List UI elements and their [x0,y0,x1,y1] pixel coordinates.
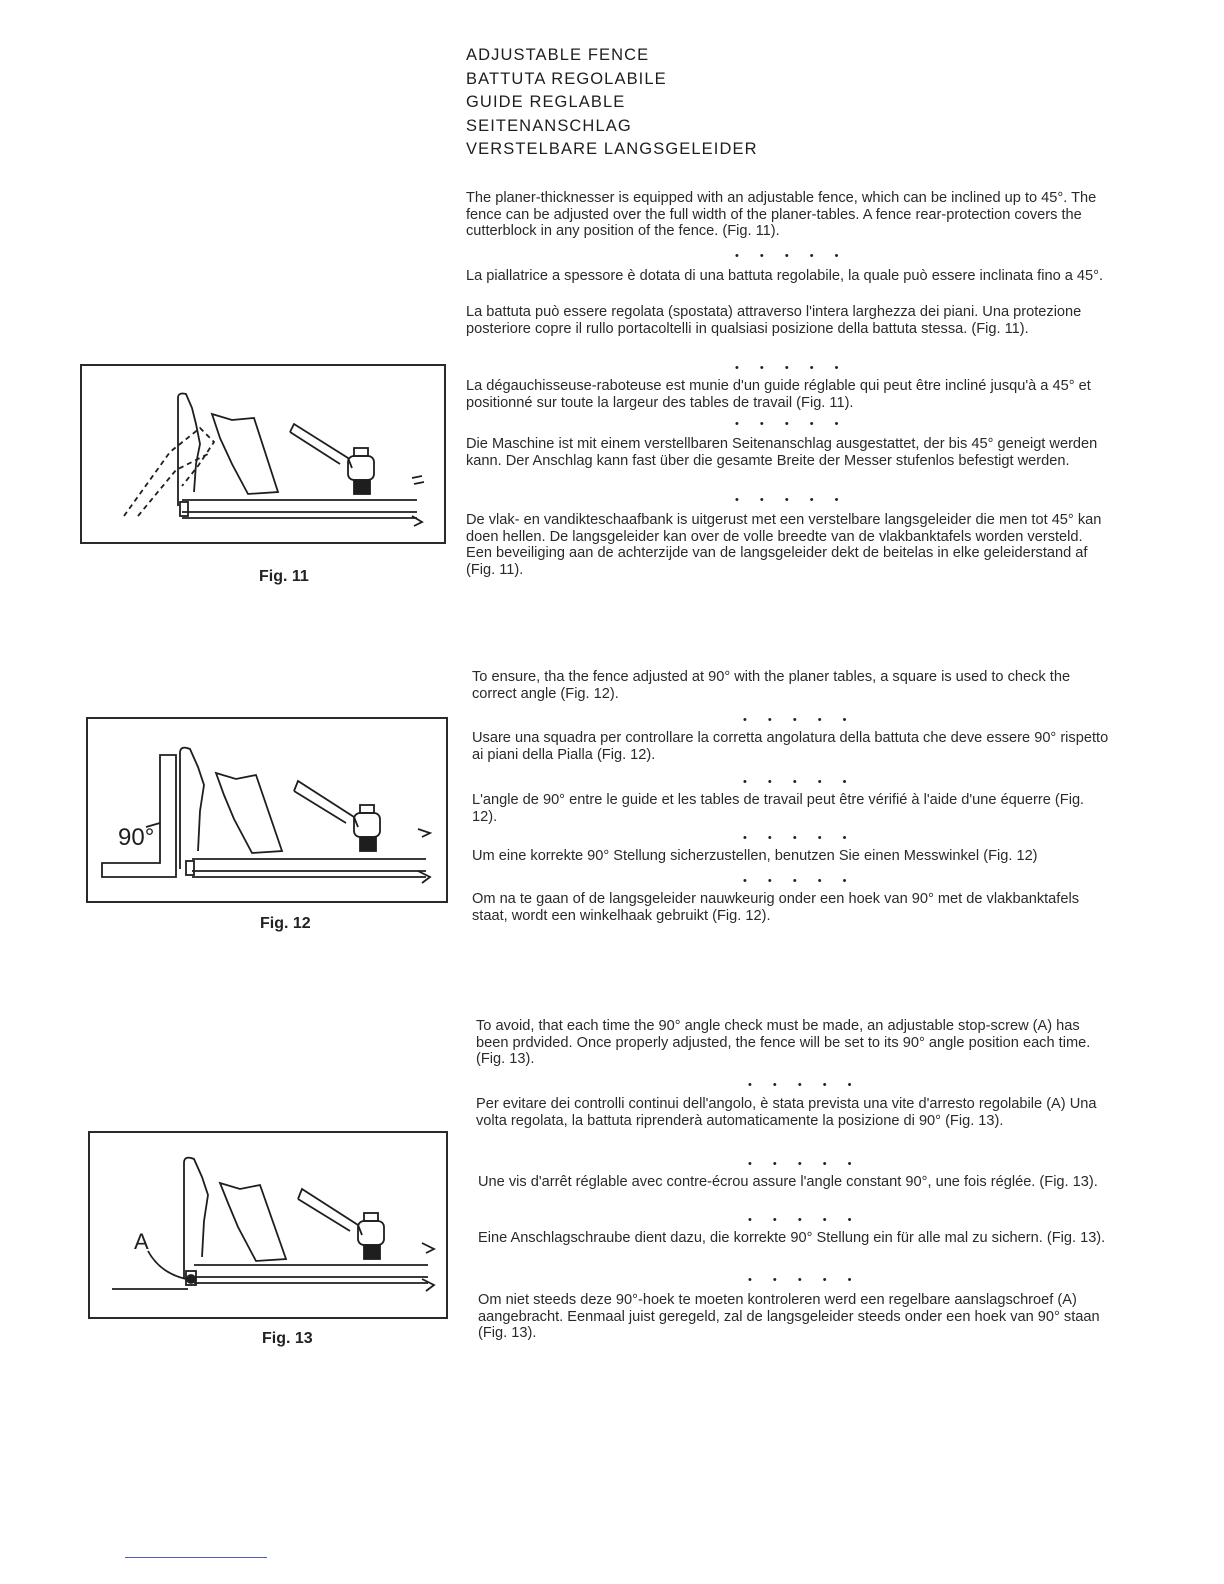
fence-illustration-13 [90,1133,446,1317]
fig11-text-nl: De vlak- en vandikteschaafbank is uitgerust met een verstelbare langsgeleider die men tot 45° kan doen hellen. De langsgeleider kan over de volle breedte van de vlakbanktafels worden versteld. Een beveiliging aan de achterzijde van de langsgeleider dekt de beitelas in elke geleiderstand af (Fig. 11). [466,512,1102,578]
heading-en: ADJUSTABLE FENCE [466,46,650,64]
fig11-text-en: The planer-thicknesser is equipped with an adjustable fence, which can be inclined up to 45°. The fence can be adjusted over the full width of the planer-tables. A fence rear-protection covers the cutterblock in any position of the fence. (Fig. 11). [466,190,1097,240]
separator: • • • • • [743,776,856,788]
fence-illustration-12 [88,719,446,901]
caption-fig-13: Fig. 13 [262,1330,313,1347]
fig13-text-fr: Une vis d'arrêt réglable avec contre-écrou assure l'angle constant 90°, une fois réglée. (Fig. 13). [478,1174,1098,1190]
figure-13 [88,1131,448,1319]
fig13-text-en: To avoid, that each time the 90° angle check must be made, an adjustable stop-screw (A) has been prdvided. Once properly adjusted, the fence will be set to its 90° angle position each time. (Fig. 13). [476,1018,1091,1068]
figure-12 [86,717,448,903]
separator: • • • • • [748,1214,861,1226]
heading-block [466,44,886,162]
figure-11 [80,364,446,544]
fence-illustration-11 [82,366,444,542]
fig11-text-it-1: La piallatrice a spessore è dotata di una battuta regolabile, la quale può essere inclinata fino a 45°. [466,268,1104,284]
label-a: A [134,1229,149,1254]
caption-fig-11: Fig. 11 [259,568,309,585]
separator: • • • • • [735,362,848,374]
separator: • • • • • [748,1079,861,1091]
fig12-text-en: To ensure, tha the fence adjusted at 90° with the planer tables, a square is used to check the correct angle (Fig. 12). [472,669,1071,702]
caption-fig-12: Fig. 12 [260,915,311,932]
heading-de: SEITENANSCHLAG [466,116,632,135]
fig13-text-it: Per evitare dei controlli continui dell'angolo, è stata prevista una vite d'arresto regolabile (A) Una volta regolata, la battuta riprenderà automaticamente la posizione di 90° (Fig. 13). [476,1096,1097,1129]
fig13-text-de: Eine Anschlagschraube dient dazu, die korrekte 90° Stellung ein für alle mal zu sichern. (Fig. 13). [478,1230,1106,1246]
heading-it: BATTUTA REGOLABILE [466,69,667,88]
heading-nl: VERSTELBARE LANGSGELEIDER [466,140,758,158]
separator: • • • • • [735,494,848,506]
separator: • • • • • [748,1274,861,1286]
label-90: 90° [118,824,155,851]
fig11-text-de: Die Maschine ist mit einem verstellbaren Seitenanschlag ausgestattet, der bis 45° geneigt werden kann. Der Anschlag kann fast über die gesamte Breite der Messer stufenlos befestigt werden. [466,436,1098,469]
separator: • • • • • [748,1158,861,1170]
fig12-text-nl: Om na te gaan of de langsgeleider nauwkeurig onder een hoek van 90° met de vlakbanktafels staat, wordt een winkelhaak gebruikt (Fig. 12). [472,891,1080,924]
fig12-text-it: Usare una squadra per controllare la corretta angolatura della battuta che deve essere 90° rispetto ai piani della Pialla (Fig. 12). [472,730,1109,763]
heading-fr: GUIDE REGLABLE [466,93,626,111]
footer-rule [125,1557,267,1558]
fig11-text-fr: La dégauchisseuse-raboteuse est munie d'un guide réglable qui peut être incliné jusqu'à a 45° et positionné sur toute la largeur des tables de travail (Fig. 11). [466,378,1091,411]
fig13-text-nl: Om niet steeds deze 90°-hoek te moeten kontroleren werd een regelbare aanslagschroef (A) aangebracht. Eenmaal juist geregeld, zal de langsgeleider steeds onder een hoek van 90° staan (Fig. 13). [478,1292,1100,1342]
fig12-text-fr: L'angle de 90° entre le guide et les tables de travail peut être vérifié à l'aide d'une équerre (Fig. 12). [472,792,1085,825]
separator: • • • • • [735,418,848,430]
separator: • • • • • [743,832,856,844]
separator: • • • • • [743,714,856,726]
fig12-text-de: Um eine korrekte 90° Stellung sicherzustellen, benutzen Sie einen Messwinkel (Fig. 12) [472,848,1038,864]
separator: • • • • • [735,250,848,262]
separator: • • • • • [743,875,856,887]
fig11-text-it-2: La battuta può essere regolata (spostata) attraverso l'intera larghezza dei piani. Una protezione posteriore copre il rullo portacoltelli in qualsiasi posizione della battuta stessa. (Fig. 11). [466,304,1082,337]
